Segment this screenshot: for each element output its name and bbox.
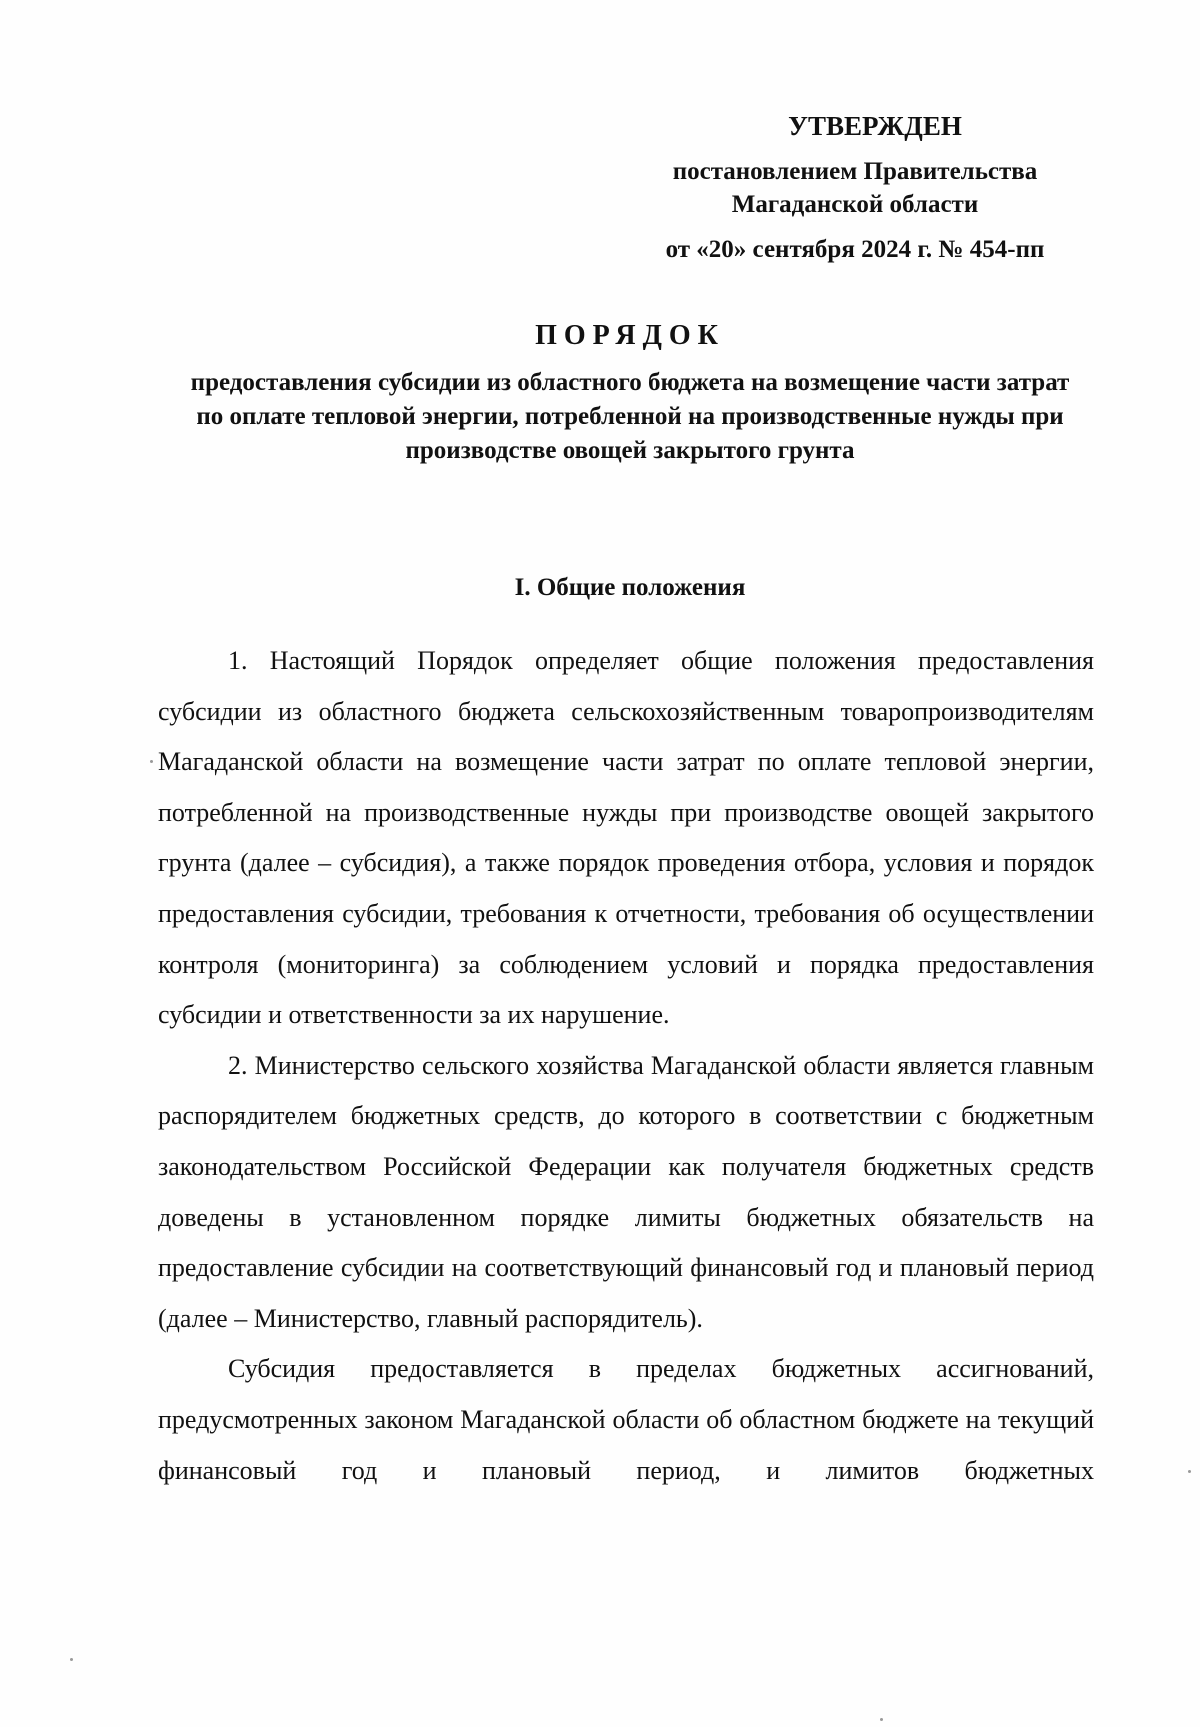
approval-stamp — [620, 110, 1090, 266]
approval-line-2: Магаданской области — [731, 191, 979, 218]
paragraph: 1. Настоящий Порядок определяет общие положения предоставления субсидии из областного бюджета сельскохозяйственным товаропроизводителям Магаданской области на возмещение части затрат по оплате тепловой энергии, потребленной на производственные нужды при производстве овощей закрытого грунта (далее – субсидия), а также порядок проведения отбора, условия и порядок предоставления субсидии, требования к отчетности, требования об осуществлении контроля (мониторинга) за соблюдением условий и порядка предоставления субсидии и ответственности за их нарушение. — [158, 646, 1094, 1030]
document-body — [158, 636, 1094, 1496]
scan-speck — [880, 1718, 883, 1721]
approved-label: УТВЕРЖДЕН — [788, 111, 962, 141]
document-title: ПОРЯДОК — [535, 320, 725, 351]
document-title-block — [160, 320, 1100, 468]
section-heading: I. Общие положения — [514, 574, 746, 601]
paragraph: Субсидия предоставляется в пределах бюджетных ассигнований, предусмотренных законом Магаданской области об областном бюджете на текущий финансовый год и плановый период, и лимитов бюджетных — [158, 1354, 1094, 1485]
scan-speck — [1188, 1470, 1191, 1473]
decree-date-number: от «20» сентября 2024 г. № 454-пп — [665, 236, 1045, 263]
paragraph: 2. Министерство сельского хозяйства Магаданской области является главным распорядителем бюджетных средств, до которого в соответствии с бюджетным законодательством Российской Федерации как получателя бюджетных средств доведены в установленном порядке лимиты бюджетных обязательств на предоставление субсидии на соответствующий финансовый год и плановый период (далее – Министерство, главный распорядитель). — [158, 1050, 1094, 1333]
scan-speck — [70, 1658, 73, 1661]
approval-line-1: постановлением Правительства — [672, 158, 1038, 185]
document-subtitle: предоставления субсидии из областного бюджета на возмещение части затрат по оплате тепловой энергии, потребленной на производственные нужды при производстве овощей закрытого грунта — [190, 369, 1070, 464]
scan-speck — [150, 760, 153, 763]
